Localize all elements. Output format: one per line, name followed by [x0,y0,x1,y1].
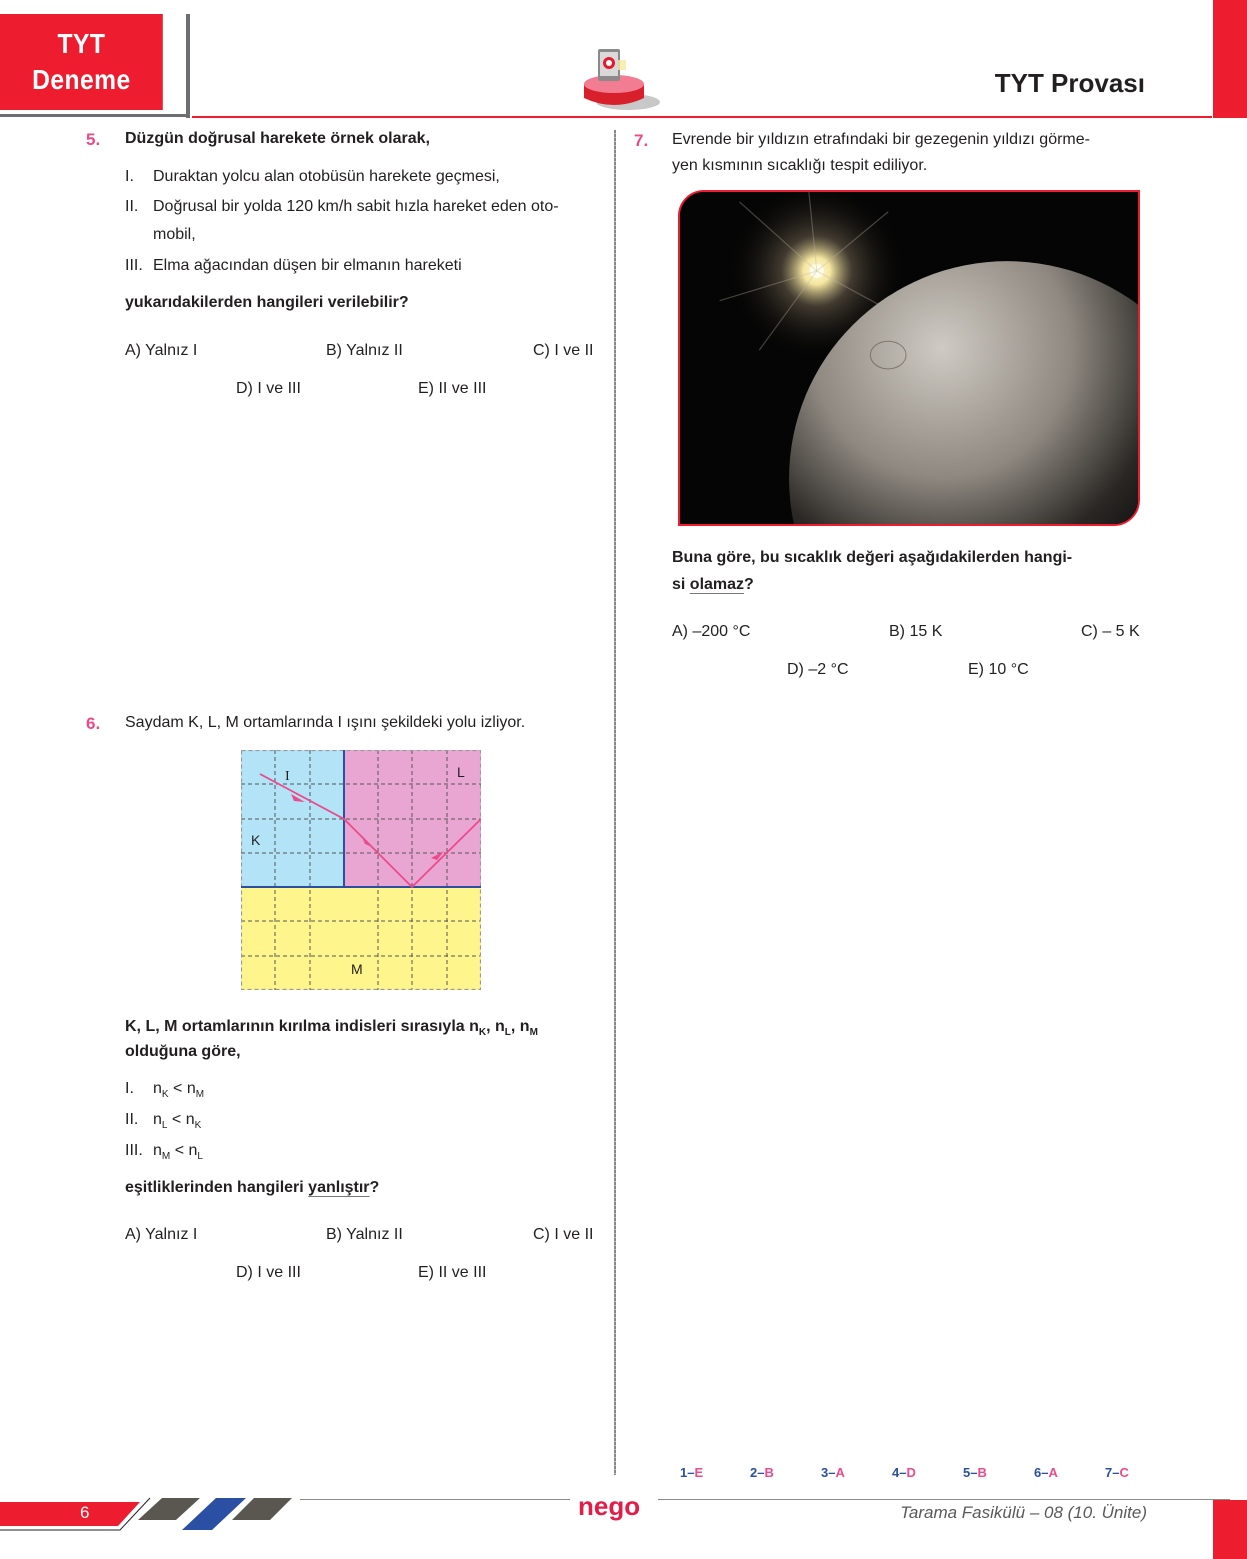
page-number: 6 [80,1503,90,1522]
footer-red-strip [1213,1500,1247,1559]
answer-5: 5–B [963,1465,987,1480]
footer-rule [300,1499,1230,1500]
option-b[interactable]: B) Yalnız II [326,1226,403,1243]
option-a[interactable]: A) Yalnız I [125,342,198,359]
option-c[interactable]: C) I ve II [533,342,594,359]
question-number: 5. [86,130,101,149]
answer-6: 6–A [1034,1465,1058,1480]
publisher-logo [570,1488,658,1524]
statement-I: I. Duraktan yolcu alan otobüsün harekete geçmesi, [125,168,500,185]
statement-III: III. Elma ağacından düşen bir elmanın hareketi [125,257,462,274]
ray-label: I [285,769,290,784]
answer-1: 1–E [680,1465,704,1480]
question-stem: Saydam K, L, M ortamlarında I ışını şekildeki yolu izliyor. [125,714,526,731]
answer-3: 3–A [821,1465,845,1480]
statement-II: II. $n_L < n_K$ [125,1111,202,1132]
question-number: 7. [634,131,649,150]
header-title: TYT Provası [994,68,1145,98]
statement-II-continuation: mobil, [153,226,196,243]
option-e[interactable]: E) 10 °C [968,661,1029,678]
refraction-diagram [241,750,481,990]
option-b[interactable]: B) Yalnız II [326,342,403,359]
question-prompt-3: eşitliklerinden hangileri yanlıştır? [125,1179,380,1196]
phone-on-podium-icon [578,44,666,114]
option-b[interactable]: B) 15 K [889,623,943,640]
header-red-strip [1213,0,1247,118]
question-prompt-line-2: si olamaz? [672,576,754,593]
planet-and-star-image [678,190,1140,526]
brand-line-1: TYT [57,28,106,59]
question-prompt-line-1: Buna göre, bu sıcaklık değeri aşağıdakilerden hangi- [672,549,1073,566]
answer-2: 2–B [750,1465,774,1480]
brand-divider [0,114,190,117]
svg-text:nego: nego [578,1491,641,1521]
label-l: L [457,764,465,780]
question-number: 6. [86,714,101,733]
brand-line-2: Deneme [32,64,131,95]
column-divider [614,130,616,1475]
question-stem: Düzgün doğrusal harekete örnek olarak, [125,130,430,147]
question-prompt: yukarıdakilerden hangileri verilebilir? [125,294,409,311]
label-m: M [351,961,363,977]
label-k: K [251,832,261,848]
footer-stripes [0,1496,300,1540]
option-a[interactable]: A) –200 °C [672,623,751,640]
option-d[interactable]: D) –2 °C [787,661,849,678]
option-d[interactable]: D) I ve III [236,1264,301,1281]
option-c[interactable]: C) I ve II [533,1226,594,1243]
brand-shadow [186,14,190,118]
header-rule [192,116,1212,118]
option-e[interactable]: E) II ve III [418,380,487,397]
brand-box [0,14,163,110]
statement-I: I. $n_K < n_M$ [125,1080,205,1101]
answer-7: 7–C [1105,1465,1129,1480]
statement-II: II. Doğrusal bir yolda 120 km/h sabit hızla hareket eden oto- [125,198,559,215]
question-prompt-1: K, L, M ortamlarının kırılma indisleri sırasıyla $n_K$, $n_L$, $n_M$ [125,1018,538,1039]
answer-4: 4–D [892,1465,916,1480]
option-c[interactable]: C) – 5 K [1081,623,1140,640]
question-prompt-2: olduğuna göre, [125,1043,241,1060]
question-stem-line-1: Evrende bir yıldızın etrafındaki bir gezegenin yıldızı görme- [672,131,1090,148]
option-a[interactable]: A) Yalnız I [125,1226,198,1243]
option-d[interactable]: D) I ve III [236,380,301,397]
booklet-title: Tarama Fasikülü – 08 (10. Ünite) [900,1503,1147,1522]
statement-III: III. $n_M < n_L$ [125,1142,203,1163]
question-stem-line-2: yen kısmının sıcaklığı tespit ediliyor. [672,157,928,174]
option-e[interactable]: E) II ve III [418,1264,487,1281]
